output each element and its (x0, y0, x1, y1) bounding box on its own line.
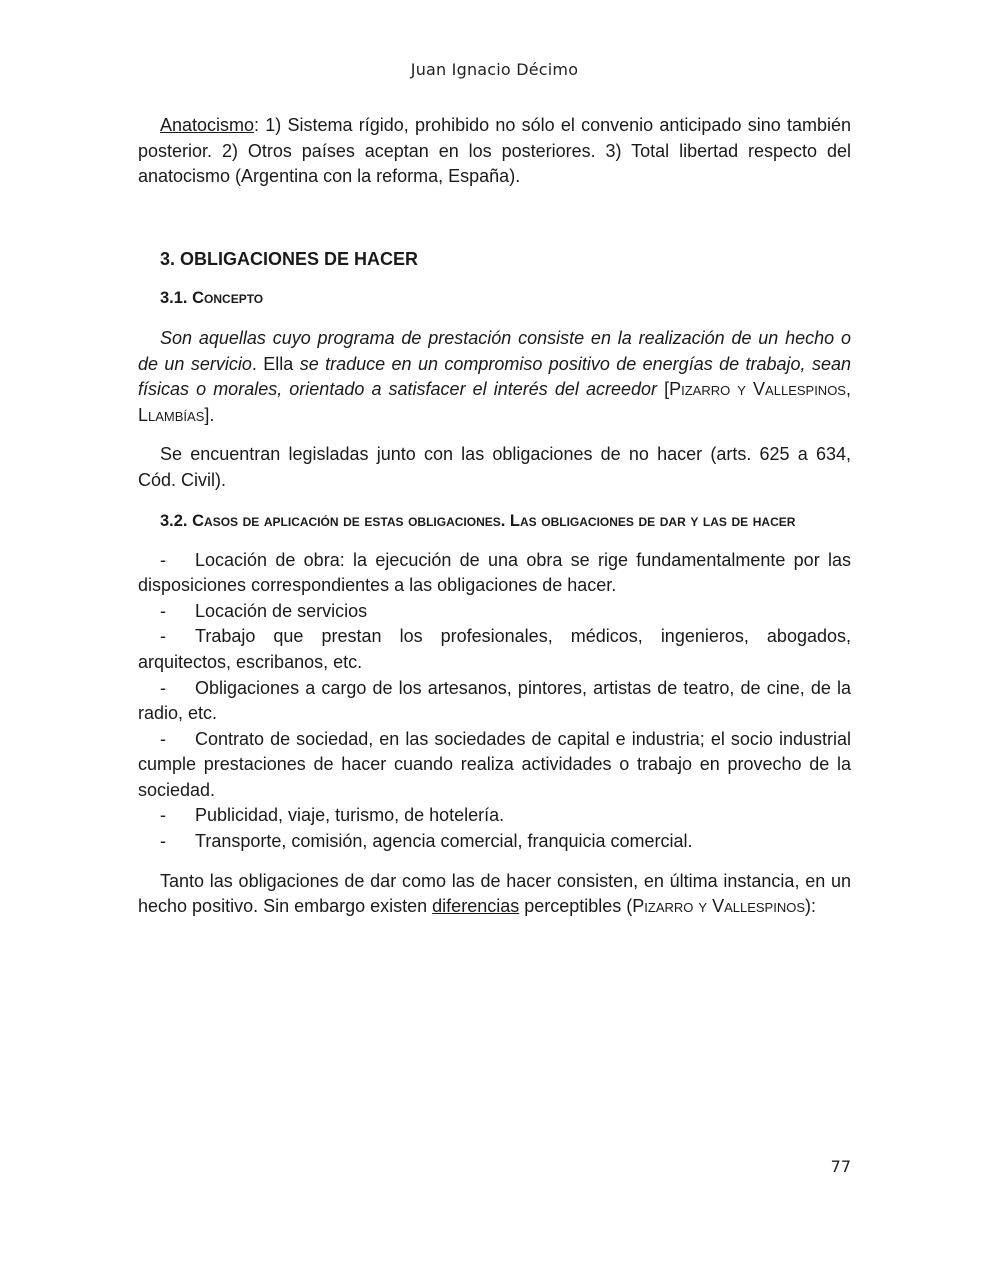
section-3-heading: 3. OBLIGACIONES DE HACER (160, 248, 419, 269)
section-3-1-title: Concepto (192, 289, 264, 308)
list-item (138, 624, 851, 675)
list-dash: - (160, 805, 166, 826)
list-dash: - (160, 600, 166, 621)
list-item-text: Transporte, comisión, agencia comercial, franquicia comercial. (195, 831, 693, 852)
list-item (138, 548, 851, 599)
page-number: 77 (830, 1157, 851, 1176)
section-3-1-number: 3.1. (160, 289, 193, 308)
list-item-text: Trabajo que prestan los profesionales, médicos, ingenieros, abogados, arquitectos, escribanos, etc. (138, 626, 851, 672)
list-item-text: Contrato de sociedad, en las sociedades de capital e industria; el socio industrial cumple prestaciones de hacer cuando realiza actividades o trabajo en provecho de la sociedad. (138, 728, 851, 800)
definition-italic-1: Son aquellas cuyo programa de prestación consiste en la realización de un hecho o de un servicio (138, 327, 851, 374)
section-3-1-heading (138, 286, 851, 312)
list-item (138, 803, 851, 829)
document-page (138, 0, 851, 1280)
paragraph-closing (138, 869, 851, 920)
list-dash: - (160, 677, 166, 698)
section-3-2-number: 3.2. (160, 511, 193, 530)
paragraph-legislation: Se encuentran legisladas junto con las obligaciones de no hacer (arts. 625 a 634, Cód. Civil). (138, 444, 851, 490)
closing-text-1: Tanto las obligaciones de dar como las de hacer consisten, en última instancia, en un hecho positivo. Sin embargo existen (138, 870, 851, 917)
closing-text-2: perceptibles ( (519, 896, 633, 917)
paragraph-definition (138, 326, 851, 428)
list-item-text: Locación de obra: la ejecución de una obra se rige fundamentalmente por las disposiciones correspondientes a las obligaciones de hacer. (138, 549, 851, 596)
list-item-text: Publicidad, viaje, turismo, de hotelería. (195, 805, 505, 826)
closing-underlined-term: diferencias (432, 896, 520, 917)
citation-close: ]. (204, 404, 215, 425)
closing-text-3: ): (805, 896, 817, 917)
section-3-2-title: Casos de aplicación de estas obligaciones. Las obligaciones de dar y las de hacer (192, 511, 796, 530)
definition-italic-2: se traduce en un compromiso positivo de energías de trabajo, sean físicas o morales, orientado a satisfacer el interés del acreedor (138, 353, 851, 400)
page-body (138, 113, 851, 920)
cases-list (138, 548, 851, 855)
citation-open: [ (657, 379, 670, 400)
list-dash: - (160, 831, 166, 852)
list-dash: - (160, 626, 166, 647)
term-anatocismo: Anatocismo (160, 115, 255, 135)
running-header: Juan Ignacio Décimo (410, 60, 579, 79)
list-item-text: Locación de servicios (195, 600, 368, 621)
list-item (138, 676, 851, 727)
anatocismo-text: : 1) Sistema rígido, prohibido no sólo el convenio anticipado sino también posterior. 2) Otros países aceptan en los posteriores. 3) Total libertad respecto del anatocismo (Argentina con la reforma, España). (138, 115, 851, 187)
list-item (138, 727, 851, 804)
citation-authors: Pizarro y Vallespinos, Llambías (138, 379, 851, 425)
paragraph-anatocismo (138, 113, 851, 190)
list-item (138, 599, 851, 625)
list-dash: - (160, 549, 166, 570)
list-dash: - (160, 728, 166, 749)
closing-authors: Pizarro y Vallespinos (632, 896, 806, 917)
list-item-text: Obligaciones a cargo de los artesanos, pintores, artistas de teatro, de cine, de la radio, etc. (138, 677, 851, 724)
definition-plain-1: . Ella (251, 353, 300, 374)
section-3-2-heading (138, 508, 851, 534)
list-item (138, 829, 851, 855)
